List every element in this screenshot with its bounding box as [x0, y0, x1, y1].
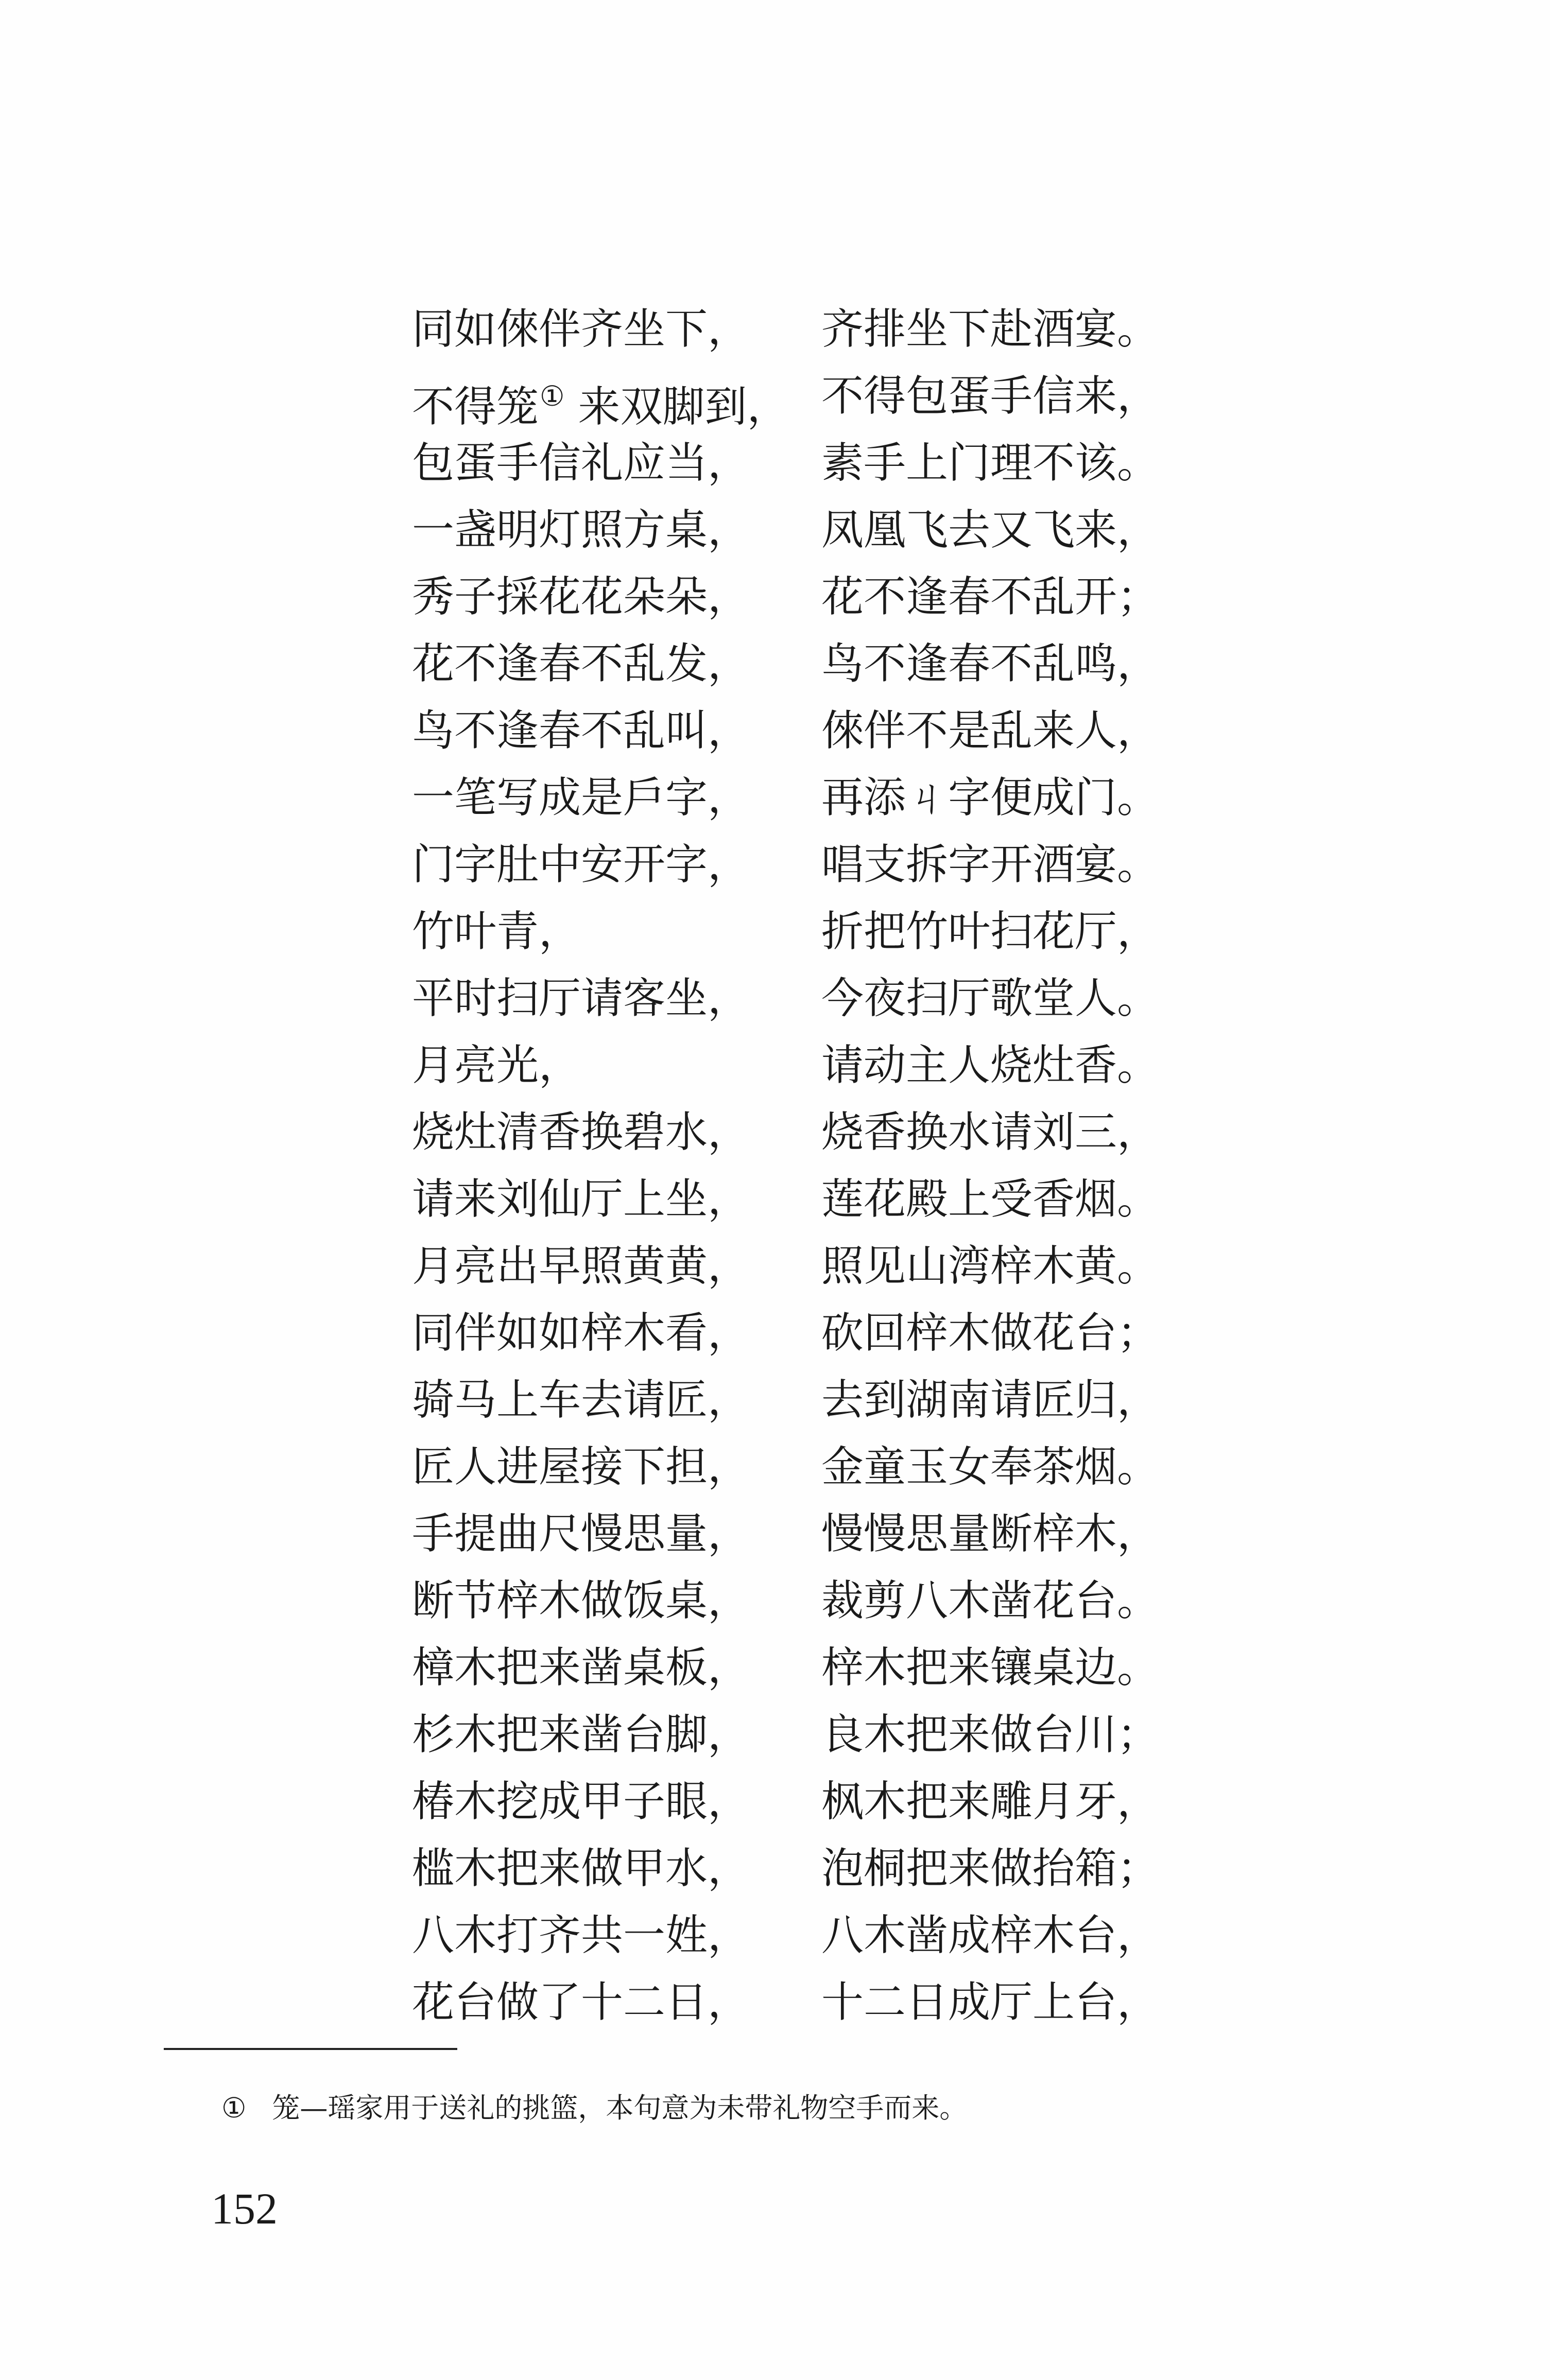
verse-line-8 — [412, 765, 1184, 831]
verse-right: 梓木把来镶桌边。 — [821, 1643, 1160, 1692]
verse-left: 槛木把来做甲水， — [412, 1844, 750, 1893]
verse-right: 去到湖南请匠归， — [821, 1376, 1160, 1424]
verse-right: 良木把来做台川； — [821, 1710, 1160, 1759]
verse-right: 慢慢思量断梓木， — [821, 1509, 1160, 1558]
verse-line-16 — [412, 1300, 1184, 1367]
verse-right: 倈伴不是乱来人， — [821, 706, 1160, 755]
verse-left: 花不逢春不乱发， — [412, 639, 750, 688]
verse-line-17 — [412, 1367, 1184, 1434]
verse-right: 花不逢春不乱开； — [821, 572, 1160, 621]
verse-line-2 — [412, 363, 1184, 430]
verse-left: 包蛋手信礼应当， — [412, 439, 750, 488]
footnote-marker: ① — [540, 380, 565, 412]
verse-right: 请动主人烧灶香。 — [821, 1041, 1160, 1090]
verse-left: 八木打齐共一姓， — [412, 1911, 750, 1960]
verse-line-14 — [412, 1166, 1184, 1233]
verse-right: 唱支拆字开酒宴。 — [821, 840, 1160, 889]
verse-right: 泡桐把来做抬箱； — [821, 1844, 1160, 1893]
verse-line-6 — [412, 631, 1184, 698]
verse-line-11 — [412, 965, 1184, 1032]
verse-left: 烧灶清香换碧水， — [412, 1108, 750, 1157]
verse-left: 杉木把来凿台脚， — [412, 1710, 750, 1759]
verse-line-9 — [412, 831, 1184, 898]
verse-line-3 — [412, 430, 1184, 497]
verse-left: 椿木挖成甲子眼， — [412, 1777, 750, 1826]
verse-line-23 — [412, 1768, 1184, 1835]
verse-line-19 — [412, 1501, 1184, 1568]
verse-right: 再添ㄐ字便成门。 — [821, 773, 1160, 822]
verse-left: 一盏明灯照方桌， — [412, 506, 750, 554]
verse-left: 月亮出早照黄黄， — [412, 1242, 750, 1291]
verse-line-21 — [412, 1635, 1184, 1701]
verse-left: 不得笼 — [412, 383, 539, 431]
verse-right: 凤凰飞去又飞来， — [821, 506, 1160, 554]
verse-left: 竹叶青， — [412, 907, 581, 956]
footnote-text: 笼—瑶家用于送礼的挑篮，本句意为未带礼物空手而来。 — [272, 2092, 968, 2124]
verse-left: 骑马上车去请匠， — [412, 1376, 750, 1424]
verse-right: 枫木把来雕月牙， — [821, 1777, 1160, 1826]
verse-line-25 — [412, 1902, 1184, 1969]
verse-line-22 — [412, 1701, 1184, 1768]
verse-right: 折把竹叶扫花厅， — [821, 907, 1160, 956]
footnote — [221, 2088, 967, 2129]
verse-line-13 — [412, 1099, 1184, 1166]
verse-line-26 — [412, 1969, 1184, 2036]
verse-right: 齐排坐下赴酒宴。 — [821, 305, 1160, 354]
verse-left: 花台做了十二日， — [412, 1978, 750, 2027]
page-number: 152 — [211, 2184, 278, 2233]
verse-right: 烧香换水请刘三， — [821, 1108, 1160, 1157]
verse-right: 不得包蛋手信来， — [821, 372, 1160, 421]
verse-left: 秀子採花花朵朵， — [412, 572, 750, 621]
verse-left: 断节梓木做饭桌， — [412, 1576, 750, 1625]
verse-left: 鸟不逢春不乱叫， — [412, 706, 750, 755]
verse-right: 八木凿成梓木台， — [821, 1911, 1160, 1960]
verse-line-4 — [412, 497, 1184, 564]
verse-left: 请来刘仙厅上坐， — [412, 1175, 750, 1224]
verse-left: 手提曲尺慢思量， — [412, 1509, 750, 1558]
verse-right: 鸟不逢春不乱鸣， — [821, 639, 1160, 688]
verse-left-continued: 来双脚到， — [578, 383, 789, 431]
verse-line-24 — [412, 1835, 1184, 1902]
verse-right: 莲花殿上受香烟。 — [821, 1175, 1160, 1224]
verse-left: 平时扫厅请客坐， — [412, 974, 750, 1023]
verse-right: 今夜扫厅歌堂人。 — [821, 974, 1160, 1023]
verse-line-20 — [412, 1568, 1184, 1635]
verse-left: 同伴如如梓木看， — [412, 1309, 750, 1358]
poem-body — [412, 296, 1184, 2036]
verse-right: 砍回梓木做花台； — [821, 1309, 1160, 1358]
verse-line-7 — [412, 698, 1184, 765]
verse-line-18 — [412, 1434, 1184, 1501]
verse-left-with-note — [412, 363, 789, 441]
verse-line-10 — [412, 898, 1184, 965]
verse-right: 裁剪八木凿花台。 — [821, 1576, 1160, 1625]
verse-left: 一笔写成是戶字， — [412, 773, 750, 822]
verse-line-15 — [412, 1233, 1184, 1300]
footnote-number: ① — [221, 2092, 247, 2124]
verse-left: 同如倈伴齐坐下， — [412, 305, 750, 354]
verse-left: 樟木把来凿桌板， — [412, 1643, 750, 1692]
verse-right: 素手上门理不该。 — [821, 439, 1160, 488]
verse-line-1 — [412, 296, 1184, 363]
verse-line-5 — [412, 564, 1184, 631]
verse-line-12 — [412, 1032, 1184, 1099]
verse-right: 金童玉女奉茶烟。 — [821, 1443, 1160, 1491]
footnote-divider — [164, 2048, 457, 2050]
verse-left: 匠人进屋接下担， — [412, 1443, 750, 1491]
verse-right: 十二日成厅上台， — [821, 1978, 1160, 2027]
verse-left: 月亮光， — [412, 1041, 581, 1090]
verse-right: 照见山湾梓木黄。 — [821, 1242, 1160, 1291]
verse-left: 门字肚中安开字， — [412, 840, 750, 889]
